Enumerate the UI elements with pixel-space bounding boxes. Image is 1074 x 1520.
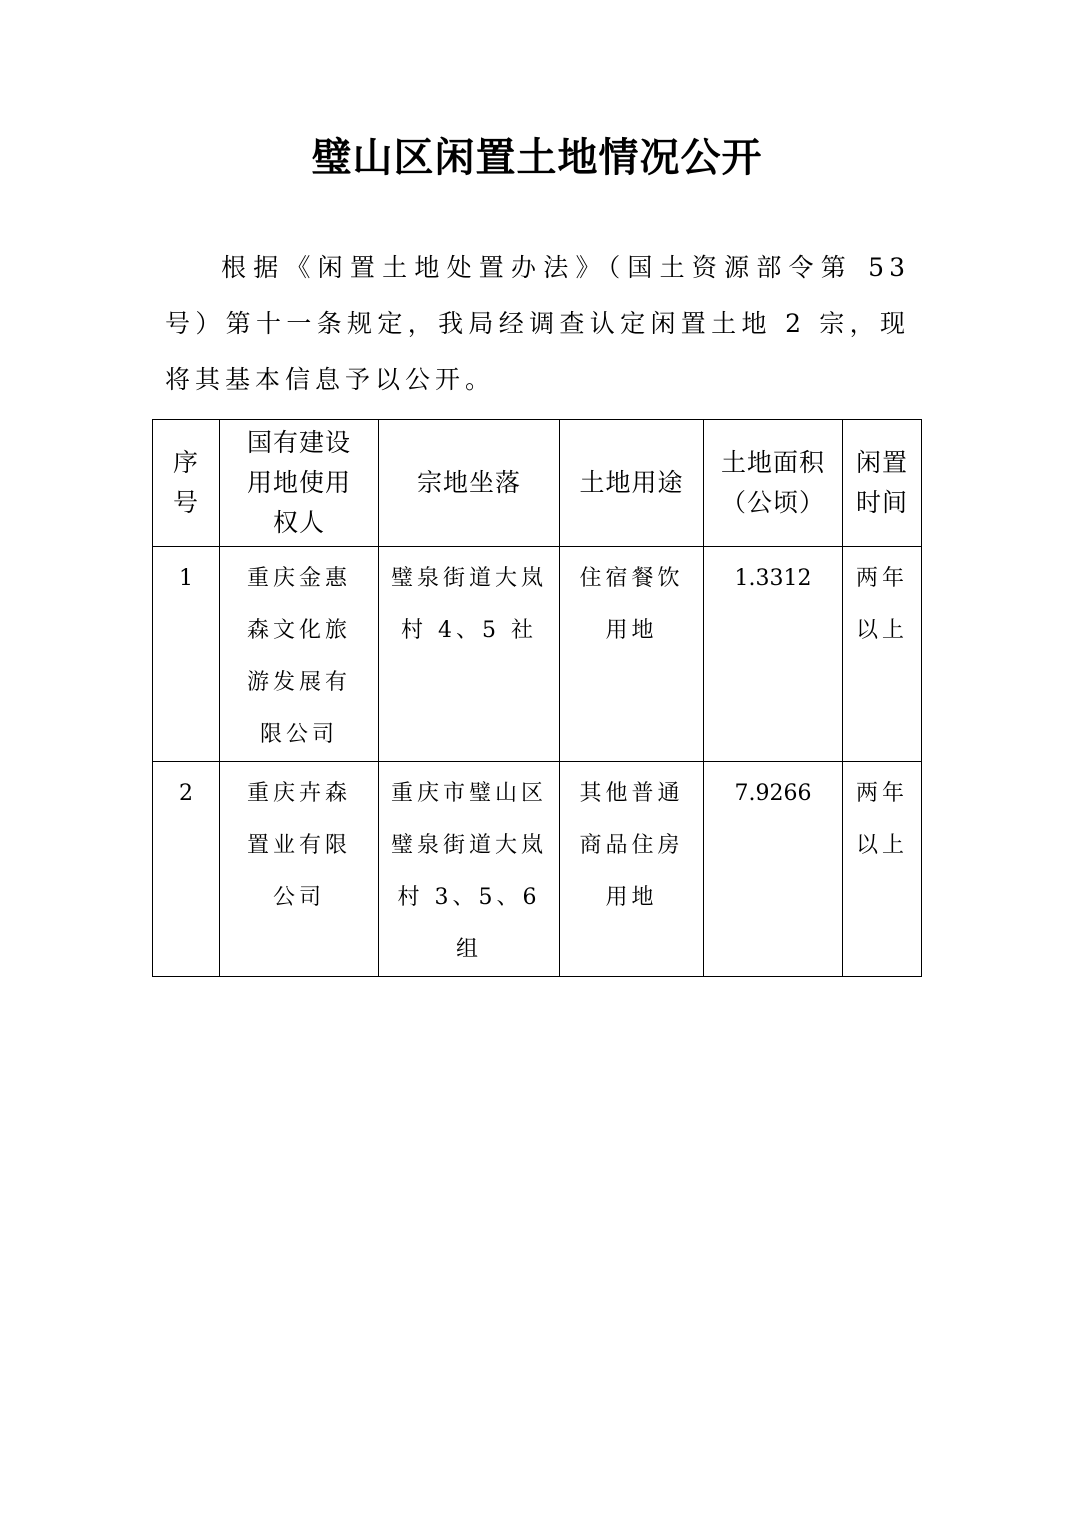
- cell-seq: 2: [153, 762, 220, 977]
- header-use: 土地用途: [560, 420, 704, 547]
- intro-paragraph: 根据《闲置土地处置办法》（国土资源部令第 53 号）第十一条规定，我局经调查认定闲置土地 2 宗，现将其基本信息予以公开。: [165, 253, 910, 394]
- cell-location: 重庆市璧山区璧泉街道大岚村 3、5、6 组: [379, 762, 560, 977]
- idle-land-table: [152, 419, 922, 977]
- cell-seq: 1: [153, 547, 220, 762]
- cell-location: 璧泉街道大岚村 4、5 社: [379, 547, 560, 762]
- cell-use: 其他普通商品住房用地: [560, 762, 704, 977]
- cell-idle-time: 两年以上: [843, 547, 922, 762]
- cell-use: 住宿餐饮用地: [560, 547, 704, 762]
- cell-area: 7.9266: [704, 762, 843, 977]
- cell-owner: 重庆金惠森文化旅游发展有限公司: [220, 547, 379, 762]
- cell-area: 1.3312: [704, 547, 843, 762]
- header-idle-time: 闲置时间: [843, 420, 922, 547]
- table-row: [153, 547, 922, 762]
- cell-owner: 重庆卉森置业有限公司: [220, 762, 379, 977]
- table-row: [153, 762, 922, 977]
- header-location: 宗地坐落: [379, 420, 560, 547]
- table-header-row: [153, 420, 922, 547]
- document-title: 璧山区闲置土地情况公开: [311, 134, 763, 181]
- cell-idle-time: 两年以上: [843, 762, 922, 977]
- header-area: 土地面积（公顷）: [704, 420, 843, 547]
- header-seq: 序号: [153, 420, 220, 547]
- header-owner: 国有建设用地使用权人: [220, 420, 379, 547]
